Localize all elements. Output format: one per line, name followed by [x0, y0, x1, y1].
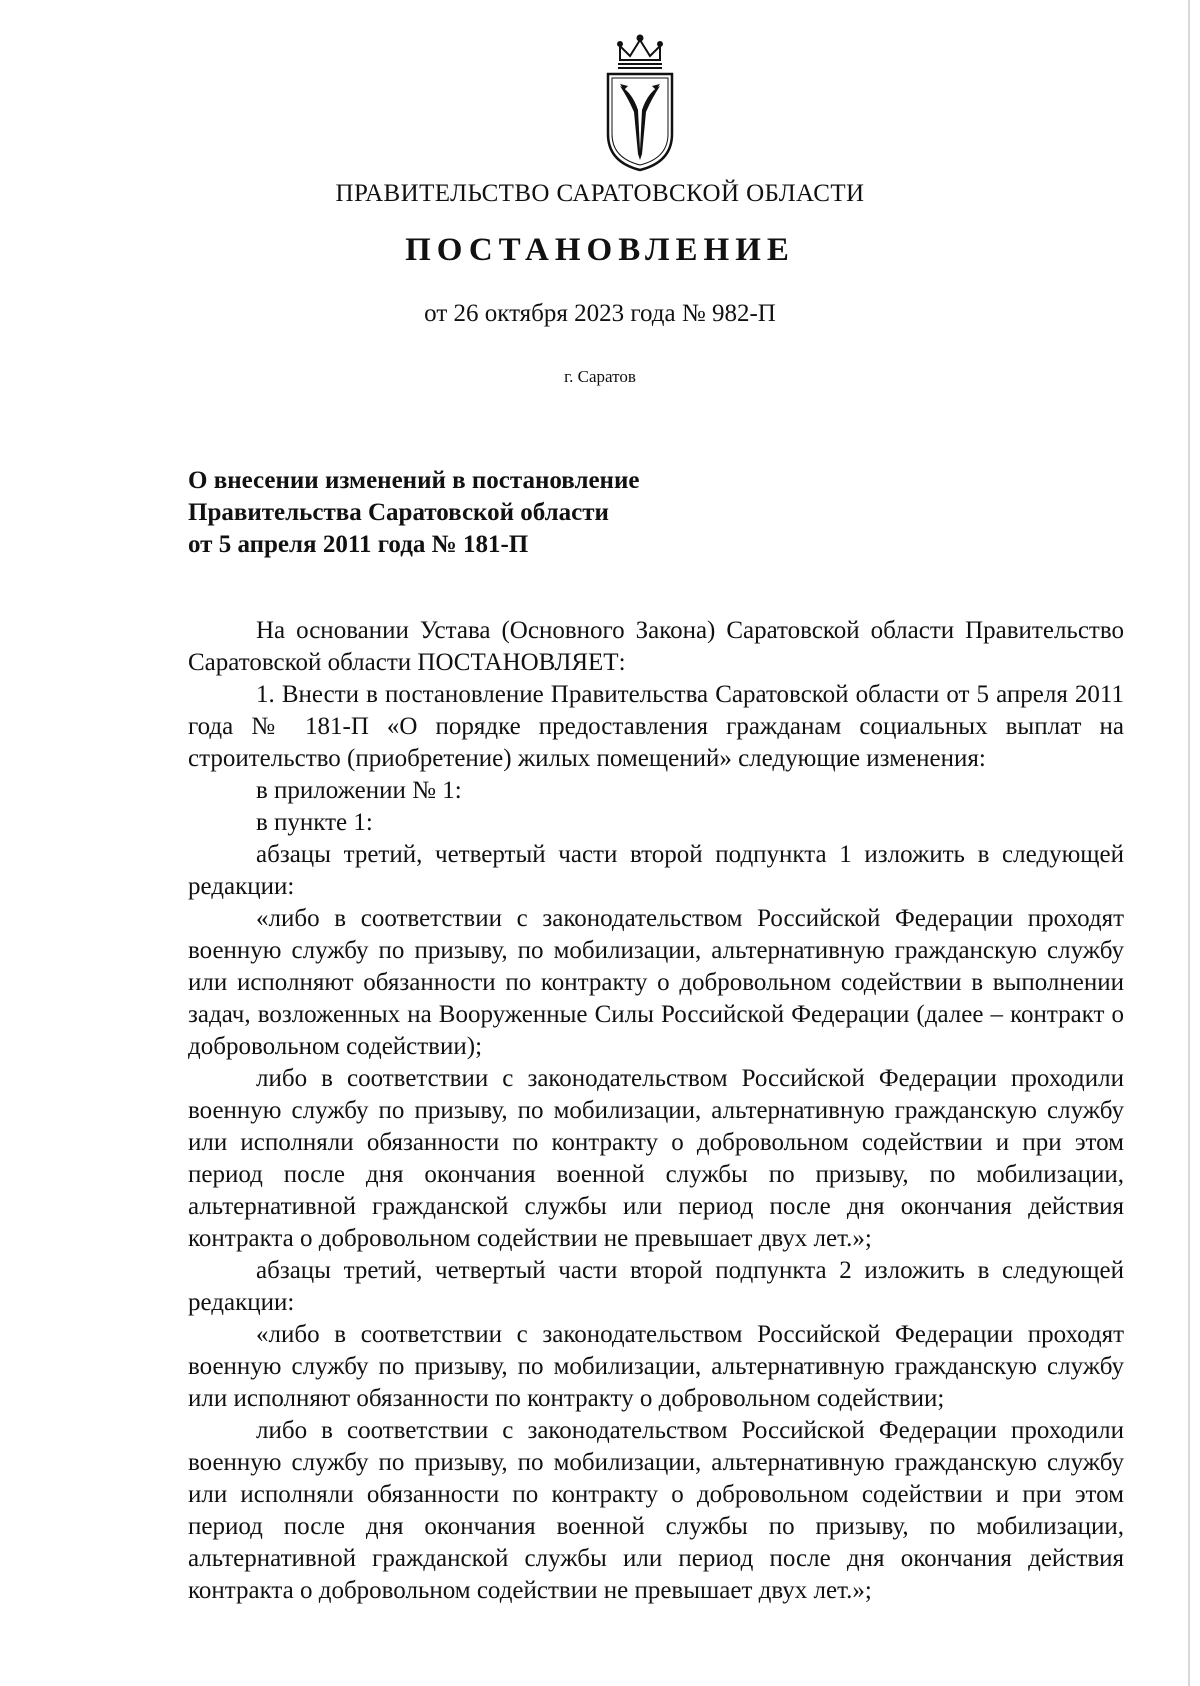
body-paragraph: либо в соответствии с законодательством Российской Федерации проходили военную службу по призыву, по мобилизации, альтернативную гражданскую службу или исполняли обязанности по контракту о добровольном содействии и при этом период после дня окончания военной службы по призыву, по мобилизации, альтернативной гражданской службы или период после дня окончания действия контракта о добровольном содействии не превышает двух лет.»; — [188, 1065, 1124, 1252]
document-type: ПОСТАНОВЛЕНИЕ — [405, 232, 795, 268]
body-paragraph: либо в соответствии с законодательством Российской Федерации проходили военную службу по призыву, по мобилизации, альтернативную гражданскую службу или исполняли обязанности по контракту о добровольном содействии и при этом период после дня окончания военной службы по призыву, по мобилизации, альтернативной гражданской службы или период после дня окончания действия контракта о добровольном содействии не превышает двух лет.»; — [188, 1417, 1124, 1604]
scan-edge-divider — [1188, 0, 1190, 1686]
body-paragraph: абзацы третий, четвертый части второй подпункта 2 изложить в следующей редакции: — [188, 1257, 1124, 1316]
body-paragraph: На основании Устава (Основного Закона) Саратовской области Правительство Саратовской области ПОСТАНОВЛЯЕТ: — [188, 617, 1124, 676]
body-paragraph: 1. Внести в постановление Правительства Саратовской области от 5 апреля 2011 года № 181-П «О порядке предоставления гражданам социальных выплат на строительство (приобретение) жилых помещений» следующие изменения: — [188, 681, 1124, 772]
organization-name: ПРАВИТЕЛЬСТВО САРАТОВСКОЙ ОБЛАСТИ — [335, 180, 865, 207]
body-paragraph: «либо в соответствии с законодательством Российской Федерации проходят военную службу по призыву, по мобилизации, альтернативную гражданскую службу или исполняют обязанности по контракту о добровольном содействии; — [188, 1321, 1124, 1412]
document-body — [188, 615, 1124, 1607]
body-paragraph: в приложении № 1: — [256, 777, 462, 804]
document-city: г. Саратов — [564, 367, 636, 386]
subject-line: от 5 апреля 2011 года № 181-П — [188, 531, 529, 558]
body-paragraph: абзацы третий, четвертый части второй подпункта 1 изложить в следующей редакции: — [188, 841, 1124, 900]
subject-line: О внесении изменений в постановление — [188, 467, 640, 494]
saratov-coat-of-arms-icon — [602, 34, 678, 174]
document-subject — [188, 465, 888, 561]
body-paragraph: в пункте 1: — [256, 809, 373, 836]
subject-line: Правительства Саратовской области — [188, 499, 609, 526]
body-paragraph: «либо в соответствии с законодательством Российской Федерации проходят военную службу по призыву, по мобилизации, альтернативную гражданскую службу или исполняют обязанности по контракту о добровольном содействии в выполнении задач, возложенных на Вооруженные Силы Российской Федерации (далее – контракт о добровольном содействии); — [188, 905, 1124, 1060]
document-date-number: от 26 октября 2023 года № 982-П — [424, 300, 776, 327]
